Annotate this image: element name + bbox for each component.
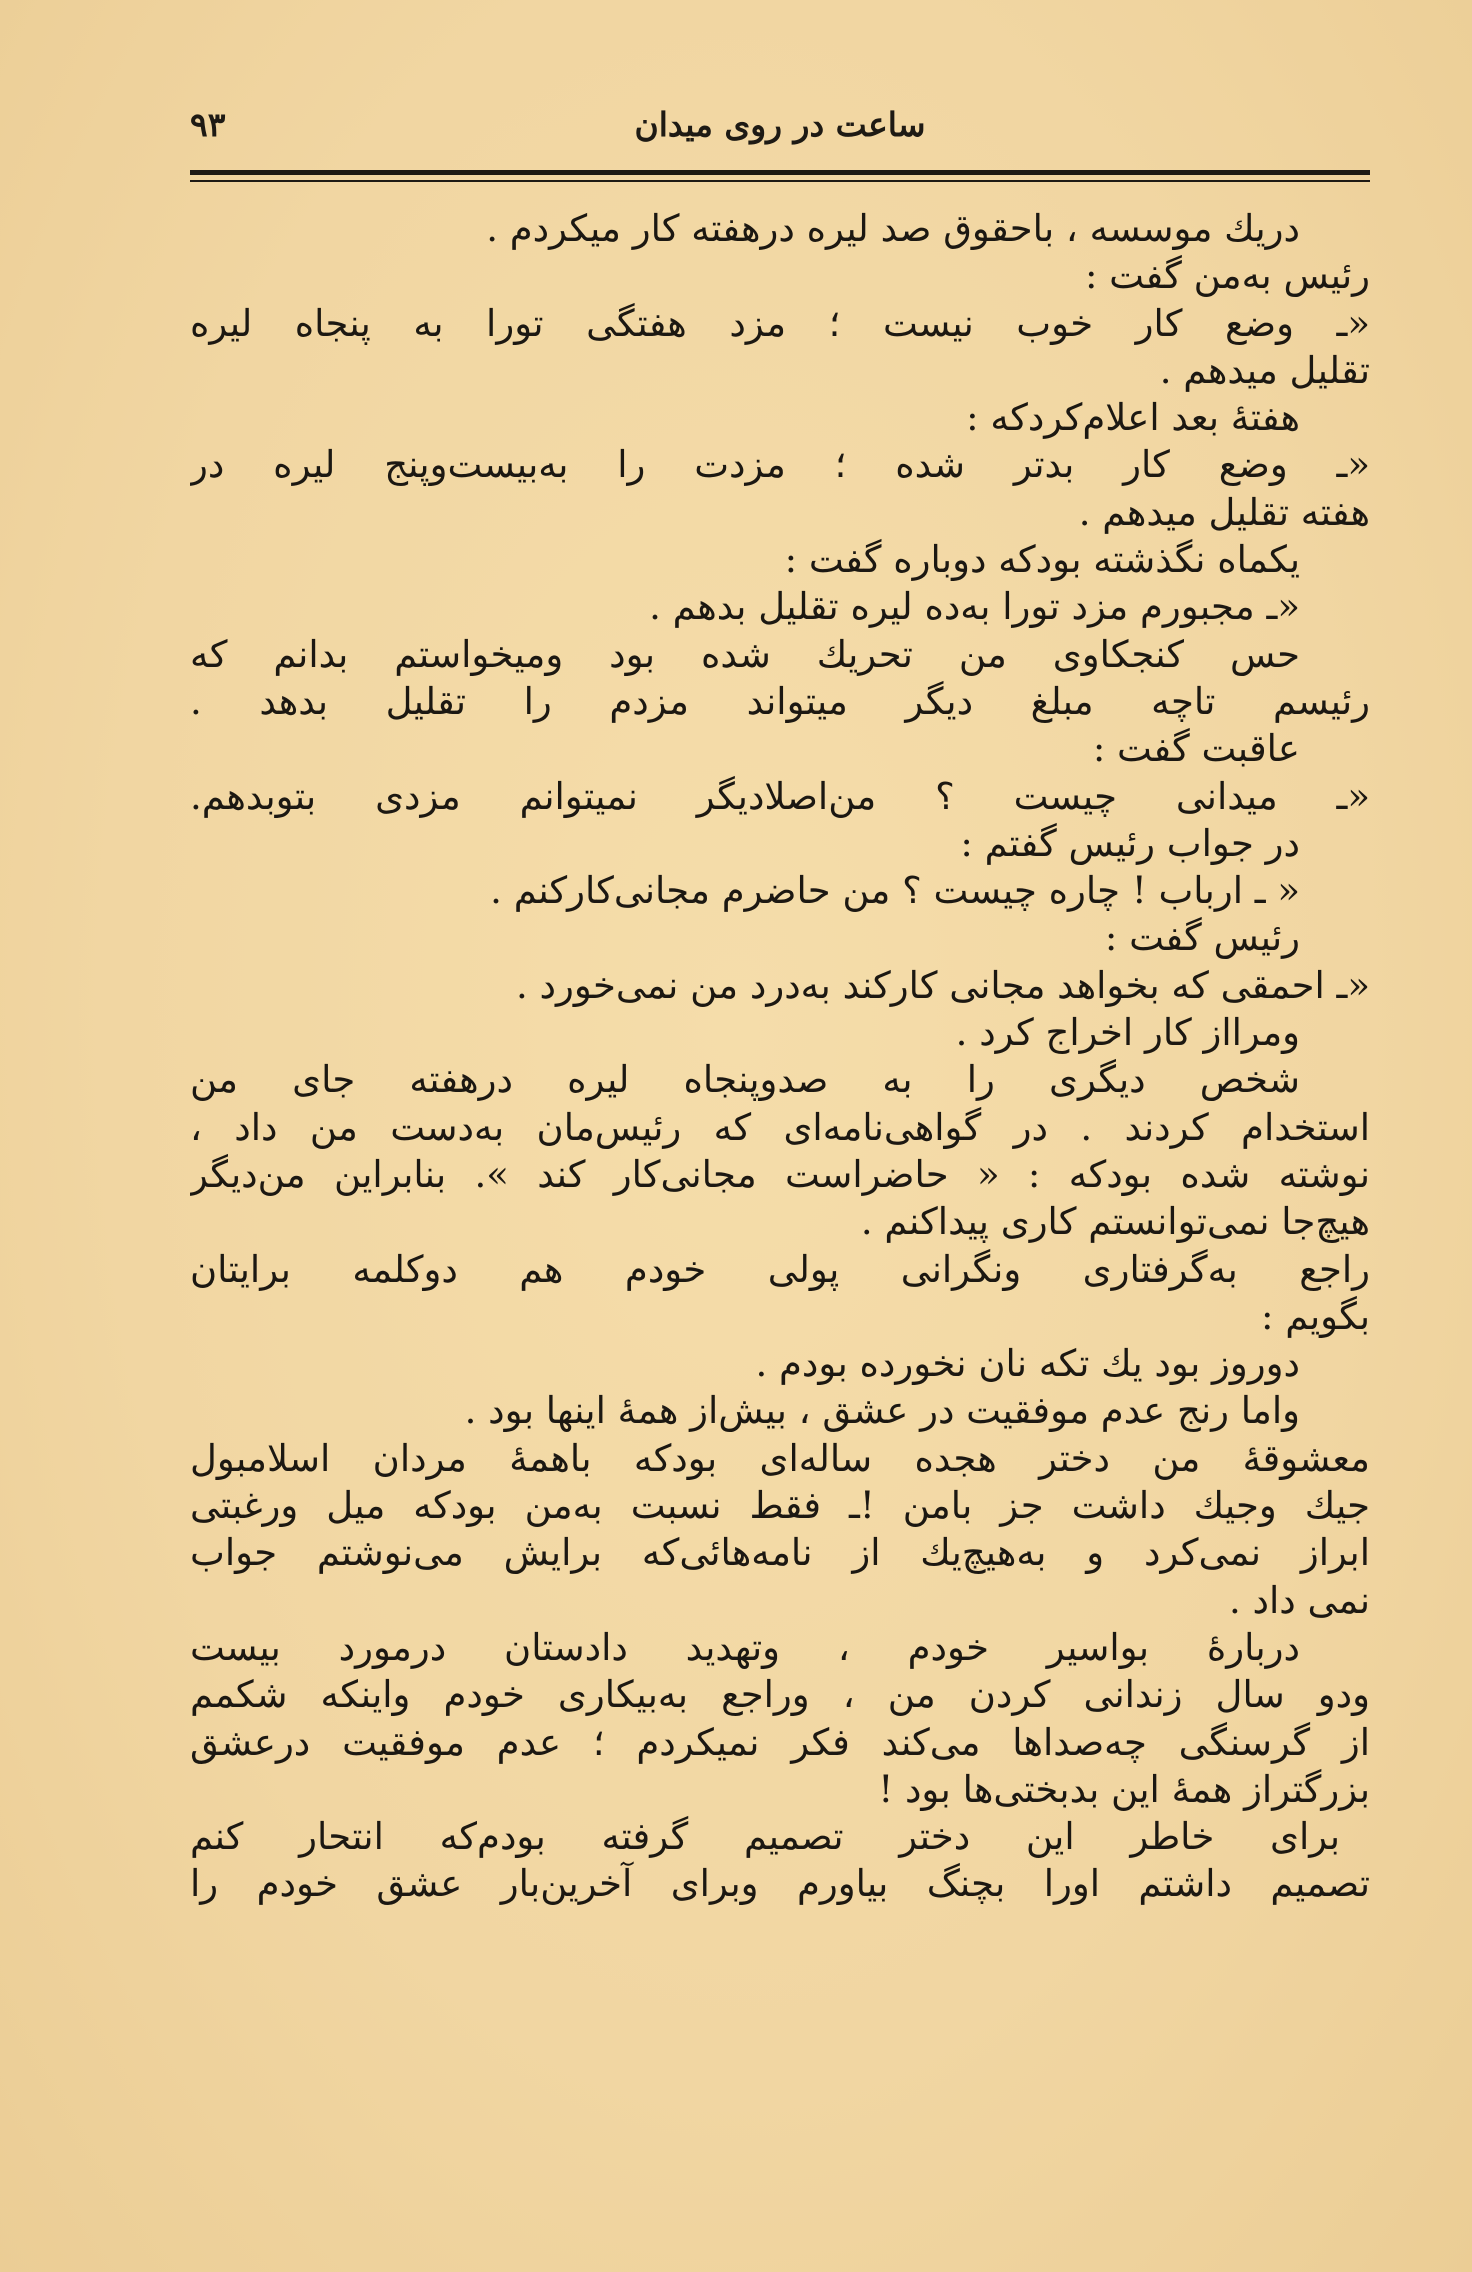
text-line: حس کنجکاوی من تحریك شده بود ومیخواستم بدانم که — [190, 632, 1300, 676]
text-line: نوشته شده بودکه : « حاضراست مجانی‌کار کند ». بنابراین من‌دیگر — [190, 1152, 1370, 1196]
text-line: «ـ وضع کار خوب نیست ؛ مزد هفتگی تورا به پنجاه لیره — [190, 301, 1370, 345]
text-line: دربارهٔ بواسیر خودم ، وتهدید دادستان درمورد بیست — [190, 1625, 1300, 1669]
text-line: عاقبت گفت : — [1092, 727, 1300, 771]
page-number: ۹۳ — [190, 105, 226, 144]
text-line: هفته تقلیل میدهم . — [1078, 490, 1370, 534]
body-text — [190, 205, 1370, 1908]
text-line: هیچ‌جا نمی‌توانستم کاری پیداکنم . — [860, 1200, 1370, 1244]
text-line: رئیس به‌من گفت : — [1084, 254, 1370, 298]
text-line: برای خاطر این دختر تصمیم گرفته بودم‌که انتحار کنم — [190, 1815, 1340, 1859]
text-line: دوروز بود یك تکه نان نخورده بودم . — [755, 1342, 1300, 1386]
text-line: ومرااز کار اخراج کرد . — [955, 1011, 1300, 1055]
text-line: تقلیل میدهم . — [1159, 348, 1370, 392]
text-line: « ـ ارباب ! چاره چیست ؟ من حاضرم مجانی‌کارکنم . — [490, 869, 1300, 913]
text-line: ودو سال زندانی کردن من ، وراجع به‌بیکاری خودم واینکه شکمم — [190, 1673, 1370, 1717]
text-line: رئیسم تاچه مبلغ دیگر میتواند مزدم را تقلیل بدهد . — [190, 679, 1370, 723]
text-line: راجع به‌گرفتاری ونگرانی پولی خودم هم دوکلمه برایتان — [190, 1247, 1370, 1291]
header-rule-thick — [190, 170, 1370, 175]
text-line: جیك وجیك داشت جز بامن !ـ فقط نسبت به‌من بودکه میل ورغبتی — [190, 1484, 1370, 1528]
page-header — [190, 105, 1370, 165]
text-line: از گرسنگی چه‌صداها می‌کند فکر نمیکردم ؛ عدم موفقیت درعشق — [190, 1720, 1370, 1764]
text-line: استخدام کردند . در گواهی‌نامه‌ای که رئیس‌مان به‌دست من داد ، — [190, 1105, 1370, 1149]
text-line: «ـ مجبورم مزد تورا به‌ده لیره تقلیل بدهم . — [649, 585, 1300, 629]
text-line: «ـ میدانی چیست ؟ من‌اصلادیگر نمیتوانم مزدی بتوبدهم. — [190, 774, 1370, 818]
text-line: شخص دیگری را به صدوپنجاه لیره درهفته جای من — [190, 1058, 1300, 1102]
header-rule-thin — [190, 180, 1370, 182]
text-line: بگویم : — [1261, 1294, 1370, 1338]
running-title: ساعت در روی میدان — [634, 105, 926, 144]
text-line: نمی داد . — [1228, 1578, 1370, 1622]
text-line: واما رنج عدم موفقیت در عشق ، بیش‌از همهٔ اینها بود . — [464, 1389, 1300, 1433]
text-line: معشوقهٔ من دختر هجده ساله‌ای بودکه باهمهٔ مردان اسلامبول — [190, 1436, 1370, 1480]
text-line: ابراز نمی‌کرد و به‌هیچ‌یك از نامه‌هائی‌که برایش می‌نوشتم جواب — [190, 1531, 1370, 1575]
text-line: در جواب رئیس گفتم : — [960, 821, 1300, 865]
text-line: دریك موسسه ، باحقوق صد لیره درهفته کار میکردم . — [486, 207, 1300, 250]
text-line: «ـ احمقی که بخواهد مجانی کارکند به‌درد من نمی‌خورد . — [515, 963, 1370, 1007]
text-line: تصمیم داشتم اورا بچنگ بیاورم وبرای آخرین‌بار عشق خودم را — [190, 1862, 1370, 1906]
text-line: «ـ وضع کار بدتر شده ؛ مزدت را به‌بیست‌وپنج لیره در — [190, 443, 1370, 487]
text-line: هفتهٔ بعد اعلام‌کردکه : — [966, 396, 1300, 440]
text-line: بزرگتراز همهٔ این بدبختی‌ها بود ! — [878, 1767, 1370, 1811]
text-line: رئیس گفت : — [1104, 916, 1300, 960]
text-line: یکماه نگذشته بودکه دوباره گفت : — [784, 538, 1300, 582]
